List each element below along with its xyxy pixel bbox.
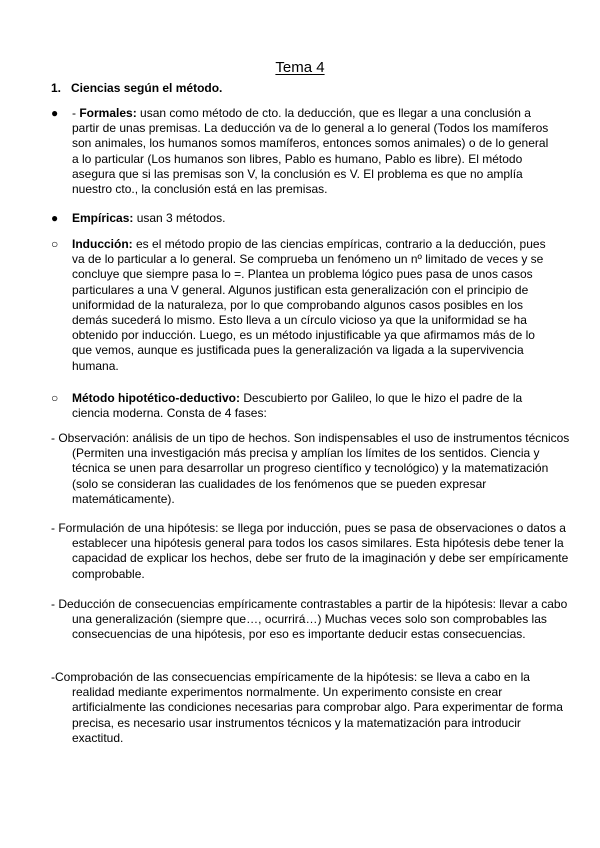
phase-comprobacion: -Comprobación de las consecuencias empíricamente de la hipótesis: se lleva a cabo en la realidad mediante experimentos normalmente. Un experimento consiste en crear artificialmente las condiciones necesarias para comprobar algo. Para experimentar de forma precisa, es necesario usar instrumentos técnicos y la matematización para introducir exactitud.	[51, 670, 563, 745]
empiricas-text: usan 3 métodos.	[133, 211, 226, 225]
heading-number: 1.	[51, 81, 62, 95]
bullet-formales: ●	[51, 106, 59, 120]
phase-observacion: - Observación: análisis de un tipo de hechos. Son indispensables el uso de instrumentos técnicos (Permiten una investigación más precisa y amplían los límites de los sentidos. Ciencia y técnica se unen para desarrollar un progreso científico y tecnológico) y la matematización (solo se consideran las cualidades de los fenómenos que se pueden expresar matemáticamente).	[51, 431, 570, 506]
bullet-empiricas: ●	[51, 211, 59, 225]
page-title: Tema 4	[275, 59, 325, 76]
section-heading	[51, 81, 551, 96]
phase-deduccion: - Deducción de consecuencias empíricamente contrastables a partir de la hipótesis: llevar a cabo una generalización (siempre que…, ocurrirá…) Muchas veces solo son comprobables las consecuencias de una hipótesis, por eso es importante deducir estas consecuencias.	[51, 597, 568, 642]
heading-text: Ciencias según el método.	[71, 81, 223, 95]
formales-label: Formales:	[79, 106, 137, 120]
paragraph-empiricas	[72, 211, 550, 226]
bullet-hipotetico: ○	[51, 391, 59, 405]
paragraph-hipotetico	[72, 391, 550, 421]
hipotetico-text: Descubierto por Galileo, lo que le hizo el padre de la ciencia moderna. Consta de 4 fases:	[72, 391, 523, 421]
induccion-text: es el método propio de las ciencias empíricas, contrario a la deducción, pues va de lo particular a lo general. Se comprueba un fenómeno un nº limitado de veces y se concluye que siempre pasa lo =. Plantea un problema lógico pues pasa de unos casos particulares a una V general. Algunos justifican esta generalización con el principio de uniformidad de la naturaleza, por lo que comprobando algunos casos posibles en los demás sucederá lo mismo. Esto lleva a un círculo vicioso ya que la uniformidad se ha obtenido por inducción. Luego, es un método injustificable ya que afirmamos más de lo que vemos, aunque es justificada pues la generalización va ligada a la supervivencia humana.	[72, 237, 546, 373]
formales-text: usan como método de cto. la deducción, que es llegar a una conclusión a partir de unas premisas. La deducción va de lo general a lo general (Todos los mamíferos son animales, los humanos somos mamíferos, entonces somos animales) o de lo general a lo particular (Los humanos son libres, Pablo es humano, Pablo es libre). El método asegura que si las premisas son V, la conclusión es V. El problema es que no amplía nuestro cto., la conclusión está en las premisas.	[72, 106, 549, 197]
paragraph-induccion	[72, 237, 550, 374]
hipotetico-label: Método hipotético-deductivo:	[72, 391, 240, 405]
induccion-label: Inducción:	[72, 237, 133, 251]
bullet-induccion: ○	[51, 237, 59, 251]
paragraph-formales	[72, 106, 550, 197]
phase-hipotesis: - Formulación de una hipótesis: se llega por inducción, pues se pasa de observaciones o datos a establecer una hipótesis general para todos los casos similares. Esta hipótesis debe tener la capacidad de explicar los hechos, debe ser fruto de la imaginación y debe ser empíricamente comprobable.	[51, 521, 569, 581]
empiricas-label: Empíricas:	[72, 211, 134, 225]
formales-prefix: -	[72, 106, 80, 120]
